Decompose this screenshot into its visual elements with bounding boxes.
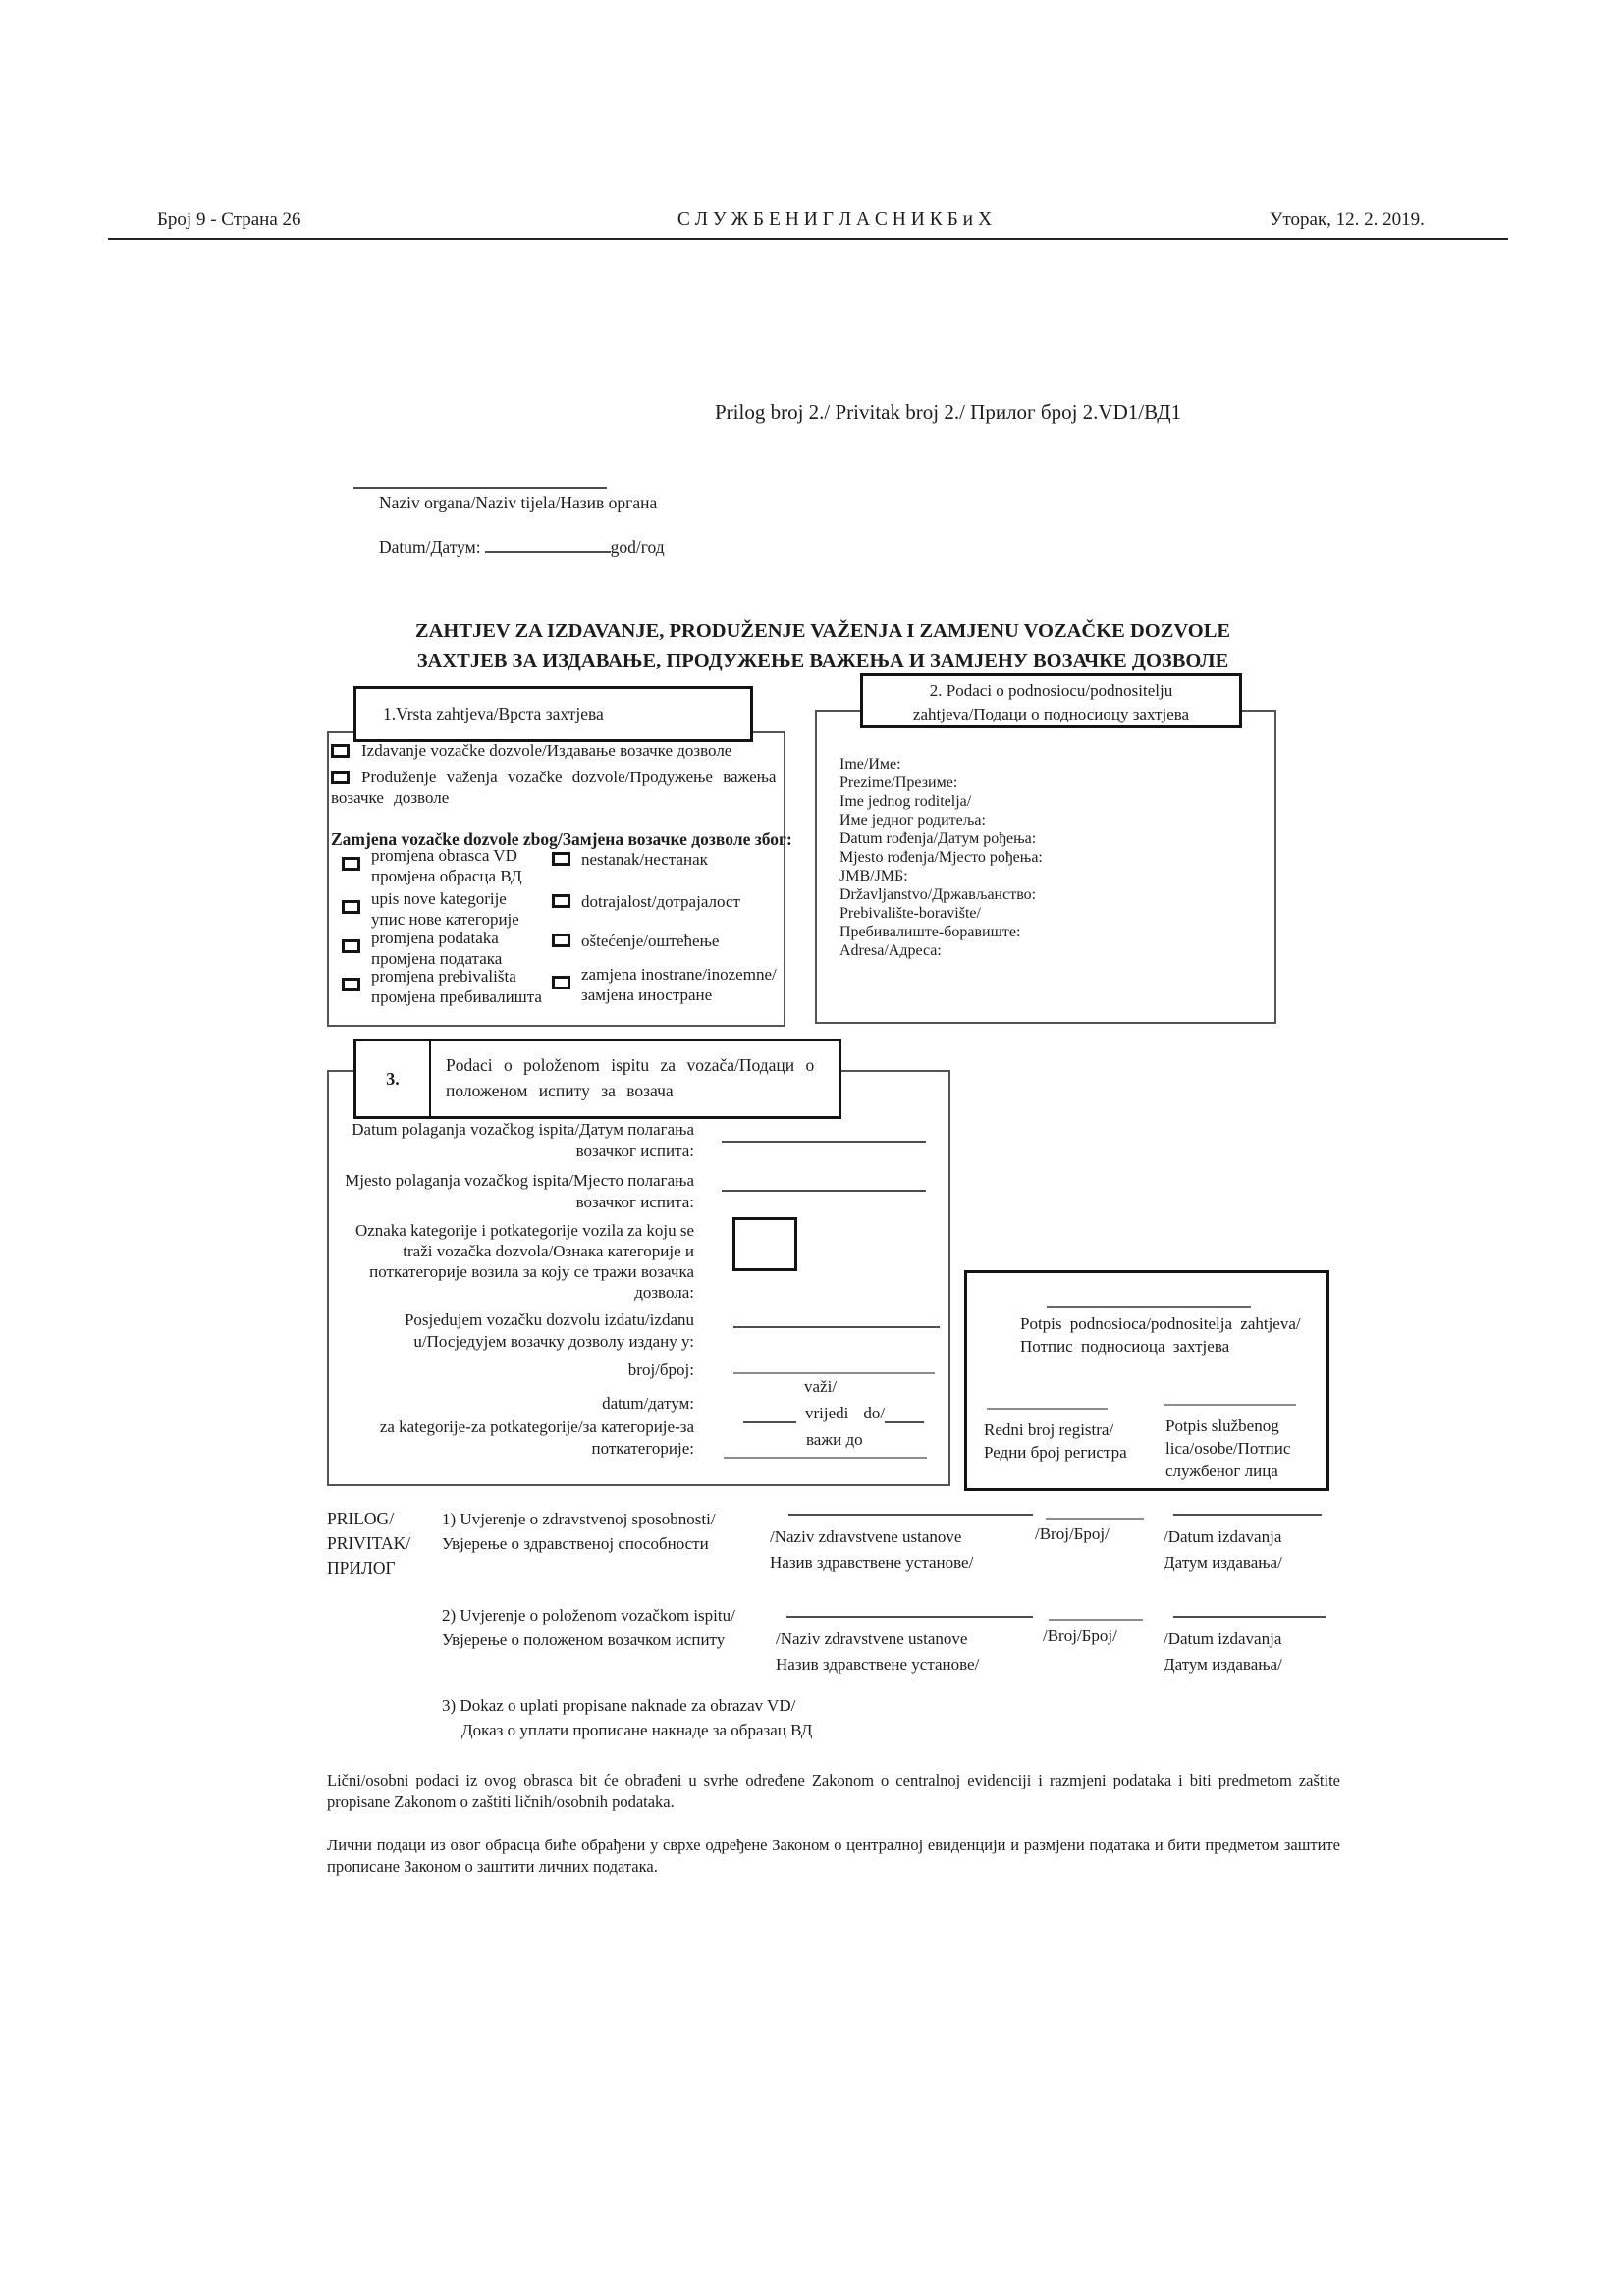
field-roditelj-lat: Ime jednog roditelja/ (839, 793, 972, 810)
validity-do-label: do/ (863, 1404, 886, 1422)
option-label: promjena podataka промјена података (371, 929, 503, 968)
option-izdavanje (331, 740, 781, 761)
option-zamjena-inostrane (552, 965, 777, 1005)
field-prebivaliste-cyr: Пребивалиште-боравиште: (839, 924, 1021, 940)
item1-institution-label: /Naziv zdravstvene ustanove Назив здравствене установе/ (770, 1527, 974, 1572)
izdavanje-checkbox[interactable] (331, 744, 350, 758)
attachment-item1: 1) Uvjerenje o zdravstvenoj sposobnosti/ Увјерење о здравственој способности (442, 1510, 716, 1553)
field-jmb: JMB/ЈМБ: (839, 868, 908, 884)
registry-number-label: Redni broj registra/ Редни број регистра (984, 1420, 1127, 1462)
page-header-center: С Л У Ж Б Е Н И Г Л А С Н И К Б и Х (677, 209, 993, 230)
license-number-label: broj/број: (627, 1361, 694, 1379)
option-upis-kategorije (342, 889, 519, 930)
zamjena-subheader: Zamjena vozačke dozvole zbog/Замјена возачке дозволе због: (331, 829, 792, 849)
field-ime: Ime/Име: (839, 756, 901, 773)
validity-vazi-label: važi/ (804, 1377, 838, 1396)
option-label: upis nove kategorije упис нове категорије (371, 889, 519, 929)
option-produzenje-label: Produženje važenja vozačke dozvole/Продужење важења возачке дозволе (331, 768, 777, 807)
page-header-right: Уторак, 12. 2. 2019. (1270, 209, 1425, 230)
item1-date-line[interactable] (1173, 1514, 1322, 1516)
valid-until-line[interactable] (885, 1409, 924, 1423)
item2-institution-label: /Naziv zdravstvene ustanove Назив здравствене установе/ (776, 1629, 980, 1674)
prilog-note: Prilog broj 2./ Privitak broj 2./ Прилог број 2.VD1/ВД1 (715, 400, 1182, 424)
item1-institution-line[interactable] (788, 1514, 1033, 1516)
form-date-suffix: god/год (610, 537, 665, 557)
page-header-left: Број 9 - Страна 26 (157, 209, 301, 230)
org-name-line[interactable] (353, 487, 607, 489)
attachment-item2: 2) Uvjerenje o položenom vozačkom ispitu/ Увјерење о положеном возачком испиту (442, 1606, 735, 1649)
option-label: promjena prebivališta промјена пребивалишта (371, 967, 542, 1006)
validity-vazi-do-label: важи до (806, 1430, 863, 1449)
option-label: promjena obrasca VD промјена обрасца ВД (371, 846, 522, 885)
promjena-podataka-checkbox[interactable] (342, 939, 360, 953)
attachment-item3-line1: 3) Dokaz o uplati propisane naknade za obrazav VD/ (442, 1696, 796, 1715)
attachment-item3-line2: Доказ о уплати прописане накнаде за образац ВД (461, 1721, 813, 1739)
applicant-signature-label: Potpis podnosioca/podnositelja zahtjeva/ Потпис подносиоца захтјева (1020, 1314, 1301, 1356)
option-promjena-obrasca (342, 846, 522, 886)
option-produzenje (331, 767, 783, 808)
promjena-prebivalista-checkbox[interactable] (342, 978, 360, 991)
option-nestanak (552, 850, 708, 871)
nestanak-checkbox[interactable] (552, 852, 570, 866)
option-promjena-podataka (342, 929, 502, 969)
official-signature-line[interactable] (1164, 1404, 1296, 1406)
for-categories-label: za kategorije-za potkategorije/за категорије-за поткатегорије: (379, 1417, 694, 1458)
promjena-obrasca-checkbox[interactable] (342, 857, 360, 871)
applicant-signature-line[interactable] (1047, 1306, 1251, 1308)
form-date-input-line[interactable] (485, 538, 611, 553)
section1-header-box (353, 686, 753, 742)
upis-kategorije-checkbox[interactable] (342, 900, 360, 914)
option-label: oštećenje/оштећење (581, 932, 720, 950)
ostecenje-checkbox[interactable] (552, 934, 570, 947)
section3-number: 3. (356, 1041, 431, 1116)
validity-vrijedi-label: vrijedi (805, 1404, 849, 1422)
privacy-note-latin: Lični/osobni podaci iz ovog obrasca bit će obrađeni u svrhe određene Zakonom o centralnoj evidenciji i razmjeni podataka i biti predmetom zaštite propisane Zakonom o zaštiti ličnih/osobnih podataka. (327, 1771, 1340, 1811)
item1-date-label: /Datum izdavanja Датум издавања/ (1164, 1527, 1282, 1572)
field-prebivaliste-lat: Prebivalište-boravište/ (839, 905, 981, 922)
item2-date-label: /Datum izdavanja Датум издавања/ (1164, 1629, 1282, 1674)
item2-number-label: /Broj/Број/ (1043, 1627, 1117, 1645)
org-name-caption: Naziv organa/Naziv tijela/Назив органа (379, 493, 658, 512)
possess-license-label: Posjedujem vozačku dozvolu izdatu/izdanu u/Посједујем возачку дозволу издану у: (404, 1310, 694, 1351)
item1-number-label: /Broj/Број/ (1035, 1524, 1110, 1543)
option-ostecenje (552, 932, 719, 952)
license-date-label: datum/датум: (602, 1394, 694, 1413)
form-date-label: Datum/Датум: (379, 537, 481, 557)
field-roditelj-cyr: Име једног родитеља: (839, 812, 986, 828)
privacy-note-cyrillic: Лични подаци из овог обрасца биће обрађени у сврхе одређене Законом о централној евиденцији и размјени података и бити предметом заштите прописане Законом о заштити личних података. (327, 1836, 1340, 1876)
option-label: zamjena inostrane/inozemne/ замјена иностране (581, 965, 777, 1004)
option-promjena-prebivalista (342, 967, 542, 1007)
section2-header-box (860, 673, 1242, 728)
item1-number-line[interactable] (1046, 1518, 1144, 1520)
field-mjesto-rodjenja: Mjesto rođenja/Мјесто рођења: (839, 849, 1043, 866)
option-label: nestanak/нестанак (581, 850, 708, 869)
item2-institution-line[interactable] (786, 1616, 1033, 1618)
option-izdavanje-label: Izdavanje vozačke dozvole/Издавање возачке дозволе (361, 741, 732, 760)
section3-header-label: Podaci o položenom ispitu za vozača/Подаци о положеном испиту за возача (446, 1055, 815, 1100)
produzenje-checkbox[interactable] (331, 771, 350, 784)
form-title: ZAHTJEV ZA IZDAVANJE, PRODUŽENJE VAŽENJA I ZAMJENU VOZAČKE DOZVOLE ЗАХТЈЕВ ЗА ИЗДАВАЊЕ, ПРОДУЖЕЊЕ ВАЖЕЊА И ЗАМЈЕНУ ВОЗАЧКЕ ДОЗВОЛЕ (414, 620, 1231, 671)
item2-date-line[interactable] (1173, 1616, 1326, 1618)
official-signature-label: Potpis službenog lica/osobe/Потпис службеног лица (1165, 1416, 1291, 1480)
field-adresa: Adresa/Адреса: (839, 942, 942, 959)
section1-header-label: 1.Vrsta zahtjeva/Врста захтјева (383, 704, 604, 723)
item2-number-line[interactable] (1049, 1619, 1143, 1621)
attachments-label: PRILOG/ PRIVITAK/ ПРИЛОГ (327, 1509, 411, 1577)
exam-date-label: Datum polaganja vozačkog ispita/Датум полагања возачког испита: (352, 1120, 694, 1160)
zamjena-inostrane-checkbox[interactable] (552, 976, 570, 989)
validity-block (743, 1377, 940, 1450)
exam-place-label: Mjesto polaganja vozačkog ispita/Мјесто полагања возачког испита: (345, 1171, 694, 1211)
field-prezime: Prezime/Презиме: (839, 774, 958, 791)
registry-number-line[interactable] (987, 1408, 1108, 1410)
field-drzavljanstvo: Državljanstvo/Држављанство: (839, 886, 1037, 903)
section2-fields (839, 755, 1043, 960)
section3-header-box (353, 1039, 841, 1119)
header-divider (108, 238, 1508, 240)
dotrajalost-checkbox[interactable] (552, 894, 570, 908)
category-input-box[interactable] (732, 1217, 797, 1271)
option-dotrajalost (552, 892, 740, 913)
field-datum-rodjenja: Datum rođenja/Датум рођења: (839, 830, 1037, 847)
validity-row (743, 1404, 940, 1423)
section2-header-label: 2. Podaci o podnosiocu/podnositelju zahtjeva/Подаци о подносиоцу захтјева (912, 681, 1190, 723)
option-label: dotrajalost/дотрајалост (581, 892, 740, 911)
license-date-line[interactable] (743, 1409, 796, 1423)
category-label: Oznaka kategorije i potkategorije vozila za koju se traži vozačka dozvola/Ознака категорије и поткатегорије возила за коју се тражи возачка дозвола: (354, 1221, 694, 1302)
form-date-row (379, 537, 665, 558)
